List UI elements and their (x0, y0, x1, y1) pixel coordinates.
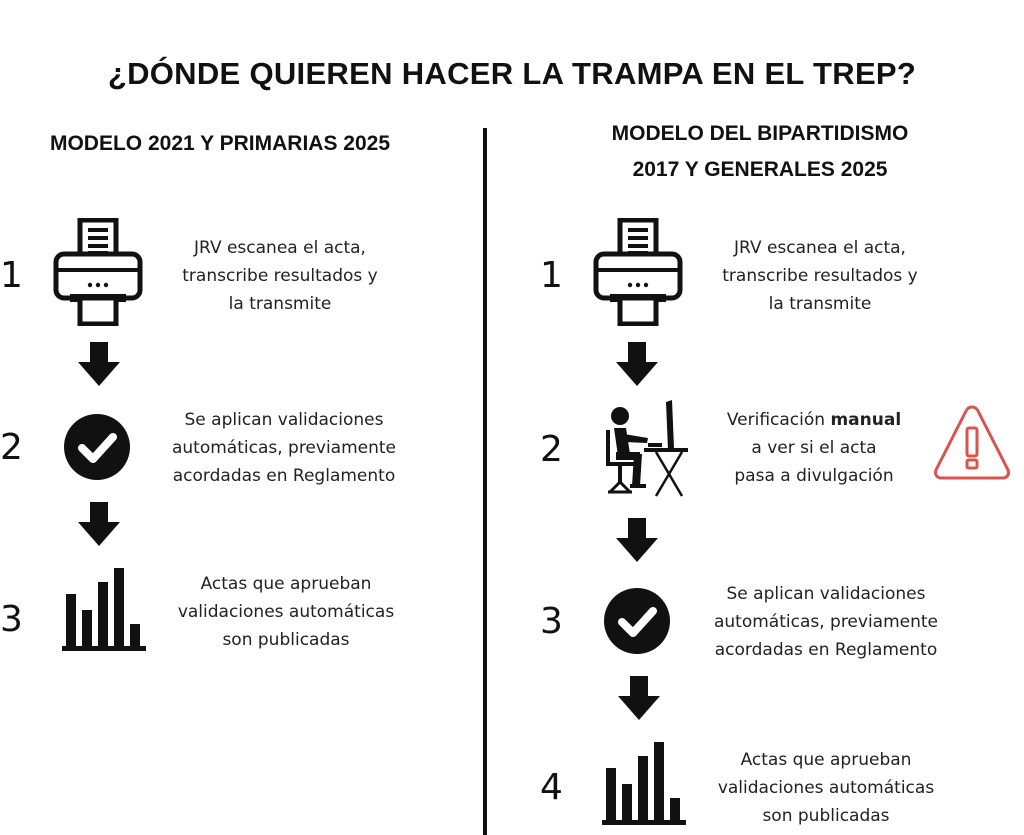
text-line: validaciones automáticas (717, 778, 935, 798)
right-step-3-number: 3 (540, 601, 563, 642)
right-step-1-text (690, 234, 950, 318)
right-step-2-number: 2 (540, 429, 563, 470)
text-line: validaciones automáticas (177, 602, 395, 622)
text-line: la transmite (228, 294, 332, 314)
text-line: Se aplican validaciones (184, 410, 384, 430)
arrow-down-icon (78, 342, 120, 386)
arrow-down-icon (616, 342, 658, 386)
text-line: acordadas en Reglamento (172, 466, 396, 486)
text-line: Actas que aprueban (740, 750, 912, 770)
text-line: JRV escanea el acta, (734, 238, 906, 258)
right-step-3-text (688, 580, 964, 664)
arrow-down-icon (616, 518, 658, 562)
left-step-3-number: 3 (0, 599, 23, 640)
left-step-2-number: 2 (0, 427, 23, 468)
text-line: JRV escanea el acta, (194, 238, 366, 258)
bar-chart-icon (602, 740, 686, 826)
text-line: transcribe resultados y (722, 266, 918, 286)
left-step-1-number: 1 (0, 255, 23, 296)
text-line: son publicadas (762, 806, 890, 826)
check-circle-icon (604, 588, 670, 654)
right-step-4-text (694, 746, 958, 830)
text-line: Se aplican validaciones (726, 584, 926, 604)
scanner-icon (52, 218, 144, 326)
text-line: automáticas, previamente (713, 612, 939, 632)
text-line: a ver si el acta (751, 438, 877, 458)
left-step-1-text (150, 234, 410, 318)
right-step-1-number: 1 (540, 255, 563, 296)
bar-chart-icon (62, 566, 146, 652)
right-step-2-text (700, 406, 928, 490)
right-column-heading (530, 116, 990, 188)
text-line: automáticas, previamente (171, 438, 397, 458)
warning-triangle-icon (932, 402, 1012, 484)
page-title: ¿DÓNDE QUIEREN HACER LA TRAMPA EN EL TREP? (107, 56, 917, 91)
check-circle-icon (64, 414, 130, 480)
column-divider (483, 128, 487, 835)
text-line: transcribe resultados y (182, 266, 378, 286)
left-step-2-text (146, 406, 422, 490)
left-column-heading: MODELO 2021 Y PRIMARIAS 2025 (49, 132, 391, 155)
right-step-4-number: 4 (540, 767, 563, 808)
heading-line: 2017 Y GENERALES 2025 (632, 158, 888, 181)
text-line: Actas que aprueban (200, 574, 372, 594)
text-line: Verificación manual (726, 410, 902, 430)
left-step-3-text (154, 570, 418, 654)
text-line: la transmite (768, 294, 872, 314)
text-line: acordadas en Reglamento (714, 640, 938, 660)
arrow-down-icon (78, 502, 120, 546)
text-line: son publicadas (222, 630, 350, 650)
scanner-icon (592, 218, 684, 326)
text-line: pasa a divulgación (734, 466, 894, 486)
person-at-computer-icon (600, 396, 690, 498)
arrow-down-icon (618, 676, 660, 720)
heading-line: MODELO DEL BIPARTIDISMO (611, 122, 909, 145)
